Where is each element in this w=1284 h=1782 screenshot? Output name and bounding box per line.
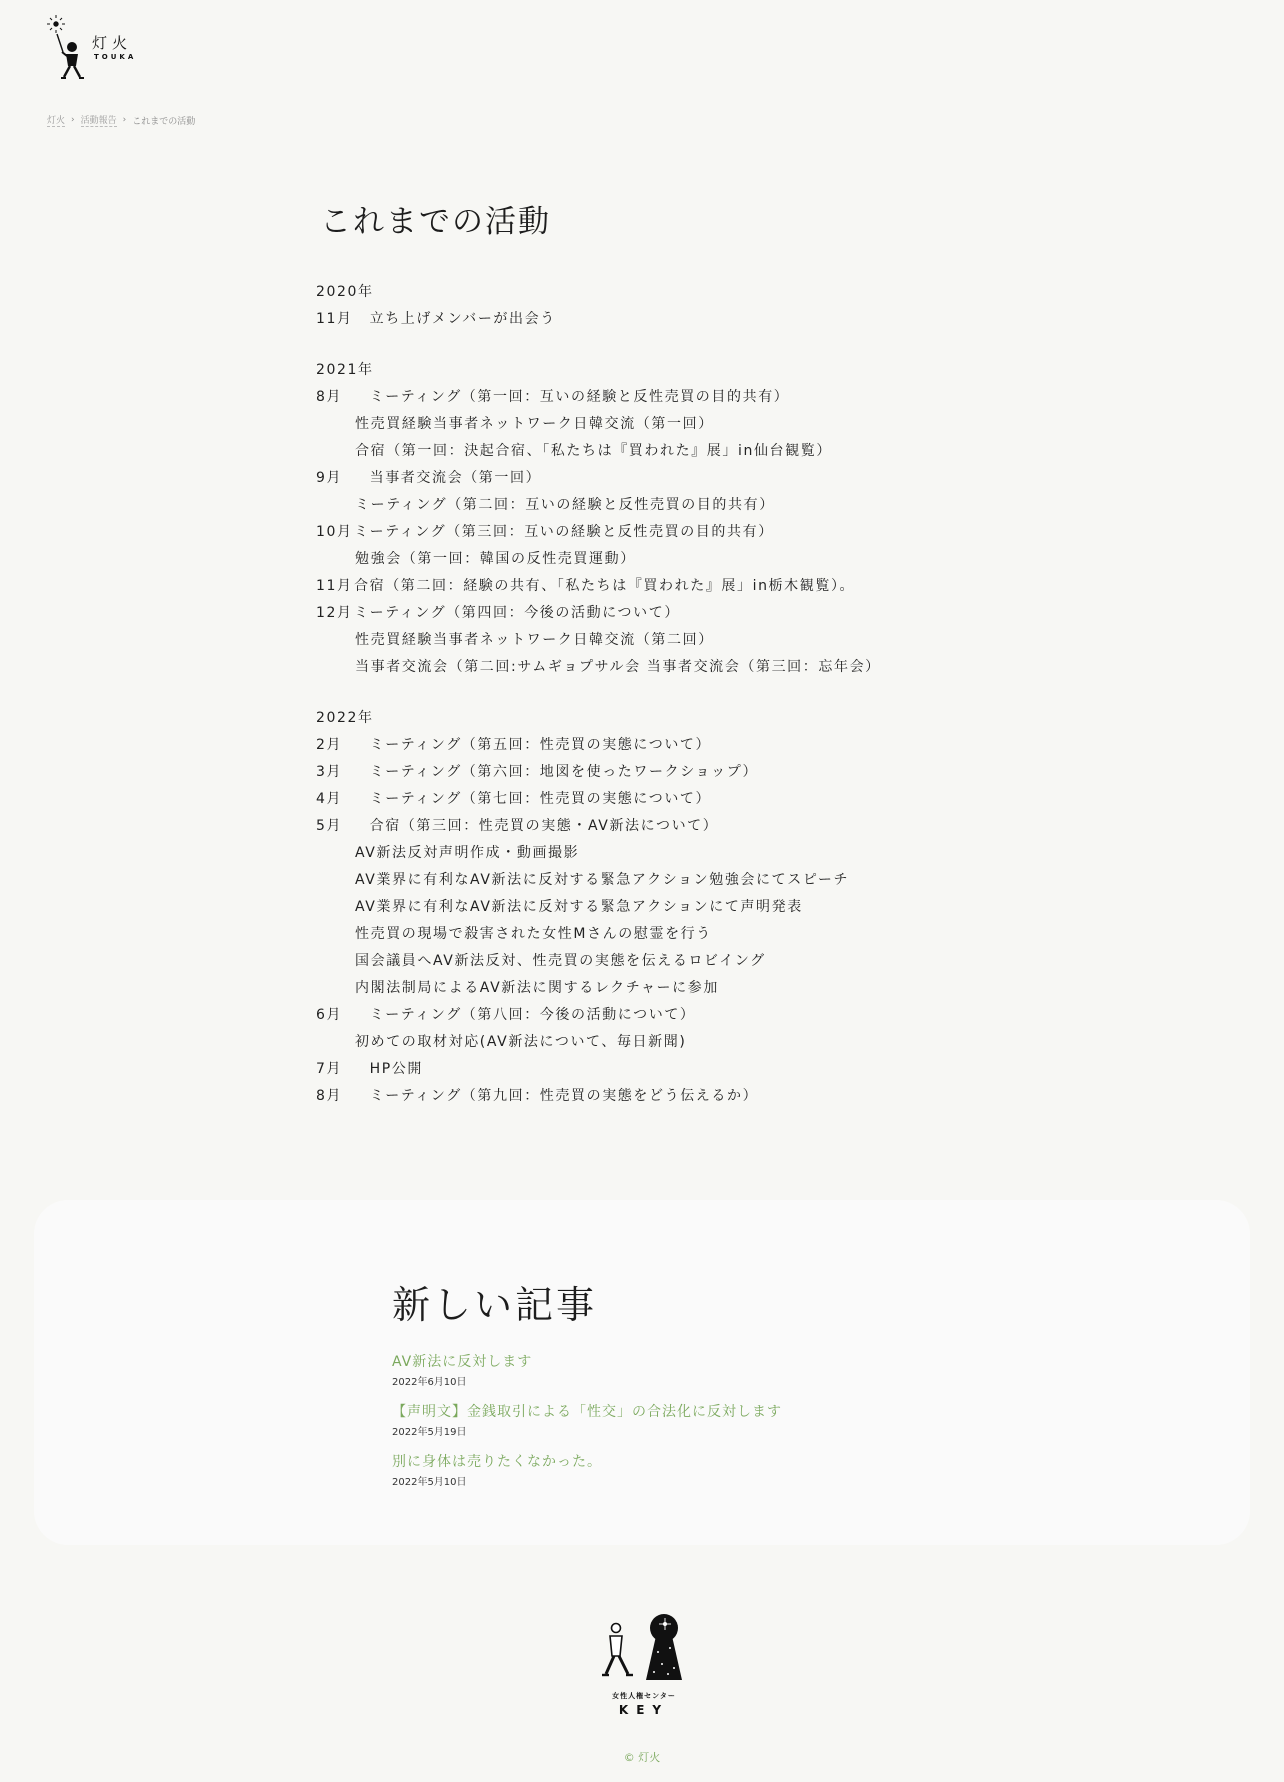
timeline-text: ミーティング（第五回：性売買の実態について） bbox=[354, 737, 712, 753]
timeline-entry bbox=[316, 411, 1016, 438]
timeline-text: ミーティング（第四回：今後の活動について） bbox=[354, 605, 680, 621]
timeline-text: 合宿（第一回：決起合宿、「私たちは『買われた』展」in仙台観覧） bbox=[355, 443, 832, 459]
walking-person-keyhole-icon bbox=[600, 1612, 688, 1690]
timeline-entry bbox=[316, 546, 1016, 573]
timeline-year: 2020年 bbox=[316, 284, 374, 300]
recent-post-date: 2022年5月10日 bbox=[392, 1477, 467, 1488]
timeline-month: 8月 bbox=[316, 1088, 343, 1104]
timeline-month: 2月 bbox=[316, 737, 343, 753]
chevron-right-icon: › bbox=[122, 115, 127, 125]
timeline-year-block bbox=[316, 279, 1016, 333]
timeline-entry bbox=[316, 306, 1016, 333]
timeline-text: AV新法反対声明作成・動画撮影 bbox=[355, 845, 580, 861]
timeline-entry bbox=[316, 438, 1016, 465]
logo-text: 灯火 bbox=[92, 34, 133, 52]
timeline-entry bbox=[316, 786, 1016, 813]
timeline-year: 2021年 bbox=[316, 362, 374, 378]
torch-person-icon bbox=[46, 14, 90, 82]
timeline-text: ミーティング（第八回：今後の活動について） bbox=[354, 1007, 696, 1023]
timeline-month: 9月 bbox=[316, 470, 343, 486]
timeline-entry bbox=[316, 1029, 1016, 1056]
main-content bbox=[316, 196, 1016, 1134]
timeline-text: AV業界に有利なAV新法に反対する緊急アクション勉強会にてスピーチ bbox=[355, 872, 850, 888]
recent-posts-title: 新しい記事 bbox=[392, 1283, 598, 1327]
timeline-entry bbox=[316, 492, 1016, 519]
breadcrumb-category-link[interactable]: 活動報告 bbox=[81, 113, 117, 127]
timeline-text: HP公開 bbox=[354, 1061, 423, 1077]
timeline-month: 11月 bbox=[316, 578, 353, 594]
timeline-text: ミーティング（第六回：地図を使ったワークショップ） bbox=[354, 764, 759, 780]
timeline-entry bbox=[316, 465, 1016, 492]
timeline-year: 2022年 bbox=[316, 710, 374, 726]
timeline-month: 10月 bbox=[316, 524, 353, 540]
timeline-entry bbox=[316, 840, 1016, 867]
recent-post-link[interactable]: 別に身体は売りたくなかった。 bbox=[392, 1454, 602, 1470]
timeline-entry bbox=[316, 600, 1016, 627]
timeline-entry bbox=[316, 1002, 1016, 1029]
timeline-text: ミーティング（第三回：互いの経験と反性売買の目的共有） bbox=[354, 524, 774, 540]
logo-subtext: TOUKA bbox=[94, 53, 137, 61]
breadcrumb bbox=[47, 113, 195, 127]
timeline-text: ミーティング（第二回：互いの経験と反性売買の目的共有） bbox=[355, 497, 775, 513]
footer-org-subname: 女性人権センター bbox=[612, 1692, 676, 1700]
timeline-entry bbox=[316, 627, 1016, 654]
timeline-entry bbox=[316, 759, 1016, 786]
timeline-month: 8月 bbox=[316, 389, 343, 405]
timeline-text: AV業界に有利なAV新法に反対する緊急アクションにて声明発表 bbox=[355, 899, 803, 915]
timeline-entry bbox=[316, 948, 1016, 975]
timeline-text: 合宿（第三回：性売買の実態・AV新法について） bbox=[354, 818, 719, 834]
timeline-month: 11月 bbox=[316, 311, 353, 327]
timeline-month: 5月 bbox=[316, 818, 343, 834]
timeline-entry bbox=[316, 1083, 1016, 1110]
page-title: これまでの活動 bbox=[320, 204, 551, 240]
timeline-text: 国会議員へAV新法反対、性売買の実態を伝えるロビイング bbox=[355, 953, 766, 969]
timeline-entry bbox=[316, 519, 1016, 546]
timeline-entry bbox=[316, 975, 1016, 1002]
footer-org-name: KEY bbox=[618, 1703, 670, 1717]
timeline-month: 7月 bbox=[316, 1061, 343, 1077]
timeline-text: 当事者交流会（第二回:サムギョプサル会 当事者交流会（第三回：忘年会） bbox=[355, 659, 881, 675]
timeline-text: 内閣法制局によるAV新法に関するレクチャーに参加 bbox=[355, 980, 719, 996]
timeline-month: 6月 bbox=[316, 1007, 343, 1023]
timeline-month: 4月 bbox=[316, 791, 343, 807]
activity-timeline bbox=[316, 279, 1016, 1110]
timeline-entry bbox=[316, 921, 1016, 948]
timeline-entry bbox=[316, 732, 1016, 759]
timeline-text: ミーティング（第七回：性売買の実態について） bbox=[354, 791, 712, 807]
timeline-text: 合宿（第二回：経験の共有、「私たちは『買われた』展」in栃木観覧）。 bbox=[354, 578, 856, 594]
timeline-text: ミーティング（第一回：互いの経験と反性売買の目的共有） bbox=[354, 389, 790, 405]
timeline-text: 性売買経験当事者ネットワーク日韓交流（第一回） bbox=[355, 416, 714, 432]
breadcrumb-home-link[interactable]: 灯火 bbox=[47, 113, 65, 127]
breadcrumb-current: これまでの活動 bbox=[132, 116, 196, 127]
recent-post-date: 2022年6月10日 bbox=[392, 1377, 467, 1388]
timeline-entry bbox=[316, 894, 1016, 921]
timeline-text: 初めての取材対応(AV新法について、毎日新聞) bbox=[355, 1034, 687, 1050]
recent-post-link[interactable]: AV新法に反対します bbox=[392, 1354, 533, 1370]
timeline-entry bbox=[316, 813, 1016, 840]
recent-post-link[interactable]: 【声明文】金銭取引による「性交」の合法化に反対します bbox=[392, 1404, 782, 1420]
site-logo[interactable] bbox=[46, 14, 146, 82]
timeline-month: 3月 bbox=[316, 764, 343, 780]
timeline-text: 勉強会（第一回：韓国の反性売買運動） bbox=[355, 551, 636, 567]
timeline-entry bbox=[316, 1056, 1016, 1083]
timeline-text: 性売買の現場で殺害された女性Mさんの慰霊を行う bbox=[355, 926, 712, 942]
timeline-entry bbox=[316, 654, 1016, 681]
timeline-month: 12月 bbox=[316, 605, 353, 621]
timeline-text: 当事者交流会（第一回） bbox=[354, 470, 542, 486]
timeline-text: ミーティング（第九回：性売買の実態をどう伝えるか） bbox=[354, 1088, 759, 1104]
copyright: © 灯火 bbox=[623, 1751, 661, 1764]
timeline-text: 性売買経験当事者ネットワーク日韓交流（第二回） bbox=[355, 632, 714, 648]
chevron-right-icon: › bbox=[71, 115, 75, 125]
timeline-entry bbox=[316, 384, 1016, 411]
recent-post-date: 2022年5月19日 bbox=[392, 1427, 467, 1438]
footer-org-logo[interactable] bbox=[600, 1612, 688, 1720]
timeline-entry bbox=[316, 573, 1016, 600]
timeline-year-block bbox=[316, 705, 1016, 1110]
timeline-text: 立ち上げメンバーが出会う bbox=[354, 311, 556, 327]
timeline-entry bbox=[316, 867, 1016, 894]
recent-posts-section bbox=[34, 1200, 1250, 1545]
timeline-year-block bbox=[316, 357, 1016, 681]
